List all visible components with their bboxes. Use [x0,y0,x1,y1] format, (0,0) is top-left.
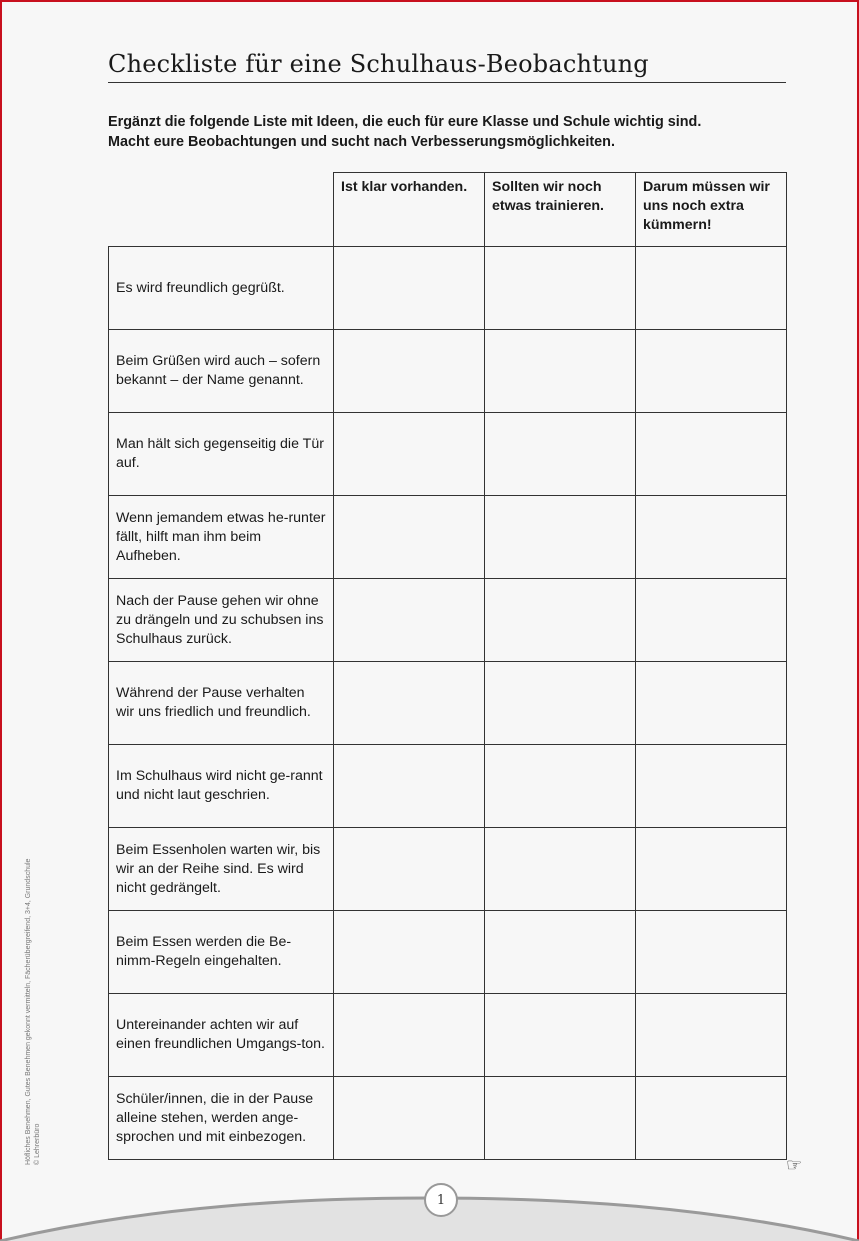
intro-line-1: Ergänzt die folgende Liste mit Ideen, die euch für eure Klasse und Schule wichtig sind. [108,114,702,130]
table-row [109,413,787,496]
check-cell[interactable] [636,413,787,496]
page-title: Checkliste für eine Schulhaus-Beobachtung [108,50,786,83]
side-note-line-1: Höfliches Benehmen, Gutes Benehmen gekonnt vermitteln, Fächerübergreifend, 3+4, Grundschule [25,858,32,1165]
column-header-present: Ist klar vorhanden. [334,173,485,247]
row-label: Beim Grüßen wird auch – sofern bekannt – der Name genannt. [109,330,334,413]
row-label: Im Schulhaus wird nicht ge-rannt und nicht laut geschrien. [109,745,334,828]
table-row [109,828,787,911]
check-cell[interactable] [485,579,636,662]
column-header-extra-care: Darum müssen wir uns noch extra kümmern! [636,173,787,247]
check-cell[interactable] [334,579,485,662]
check-cell[interactable] [485,662,636,745]
table-row [109,662,787,745]
check-cell[interactable] [485,1077,636,1160]
check-cell[interactable] [334,413,485,496]
check-cell[interactable] [334,911,485,994]
check-cell[interactable] [636,745,787,828]
check-cell[interactable] [485,247,636,330]
check-cell[interactable] [485,330,636,413]
check-cell[interactable] [636,994,787,1077]
check-cell[interactable] [334,994,485,1077]
side-copyright-note [24,785,42,1165]
table-row [109,1077,787,1160]
table-row [109,994,787,1077]
table-header-row [109,173,787,247]
check-cell[interactable] [485,911,636,994]
row-label: Beim Essen werden die Be-nimm-Regeln eingehalten. [109,911,334,994]
check-cell[interactable] [334,496,485,579]
table-row [109,745,787,828]
check-cell[interactable] [636,496,787,579]
check-cell[interactable] [636,662,787,745]
intro-text [108,113,798,152]
column-header-train: Sollten wir noch etwas trainieren. [485,173,636,247]
check-cell[interactable] [334,247,485,330]
check-cell[interactable] [334,745,485,828]
checklist-table [108,172,787,1160]
pointing-hand-icon: ☞ [786,1155,803,1175]
check-cell[interactable] [334,828,485,911]
check-cell[interactable] [636,828,787,911]
check-cell[interactable] [636,911,787,994]
row-label: Untereinander achten wir auf einen freundlichen Umgangs-ton. [109,994,334,1077]
table-row [109,911,787,994]
check-cell[interactable] [636,1077,787,1160]
table-row [109,579,787,662]
row-label: Es wird freundlich gegrüßt. [109,247,334,330]
table-row [109,247,787,330]
check-cell[interactable] [334,1077,485,1160]
check-cell[interactable] [636,247,787,330]
check-cell[interactable] [485,413,636,496]
row-label: Schüler/innen, die in der Pause alleine stehen, werden ange-sprochen und mit einbezogen. [109,1077,334,1160]
check-cell[interactable] [334,330,485,413]
table-row [109,496,787,579]
check-cell[interactable] [485,496,636,579]
intro-line-2: Macht eure Beobachtungen und sucht nach Verbesserungsmöglichkeiten. [108,133,615,150]
check-cell[interactable] [334,662,485,745]
row-label: Während der Pause verhalten wir uns friedlich und freundlich. [109,662,334,745]
check-cell[interactable] [636,330,787,413]
side-note-line-2: © Lehrerbüro [34,1123,41,1165]
page-number: 1 [424,1183,458,1217]
check-cell[interactable] [636,579,787,662]
row-label: Beim Essenholen warten wir, bis wir an der Reihe sind. Es wird nicht gedrängelt. [109,828,334,911]
row-label: Man hält sich gegenseitig die Tür auf. [109,413,334,496]
header-blank-cell [109,173,334,247]
check-cell[interactable] [485,994,636,1077]
table-row [109,330,787,413]
row-label: Nach der Pause gehen wir ohne zu drängeln und zu schubsen ins Schulhaus zurück. [109,579,334,662]
row-label: Wenn jemandem etwas he-runter fällt, hilft man ihm beim Aufheben. [109,496,334,579]
check-cell[interactable] [485,745,636,828]
check-cell[interactable] [485,828,636,911]
